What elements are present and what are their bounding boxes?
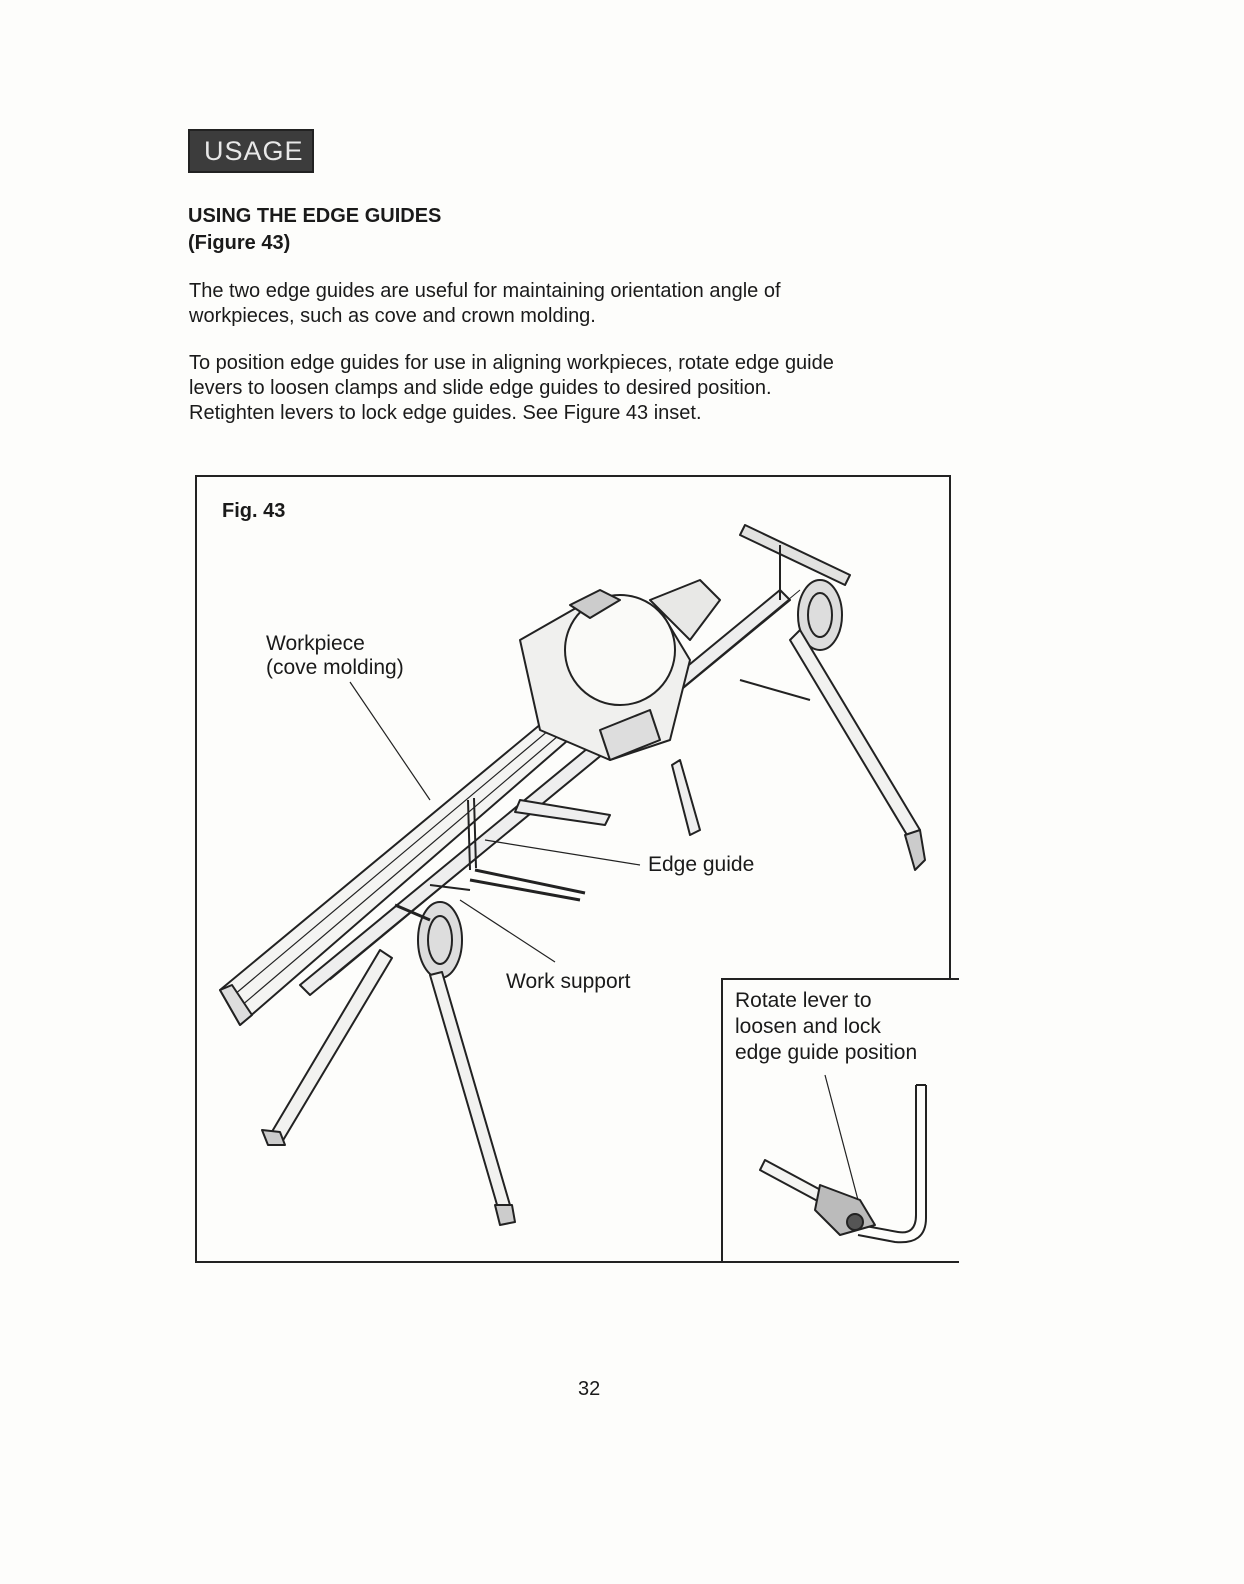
inset-line: loosen and lock: [735, 1015, 881, 1038]
paragraph-line: The two edge guides are useful for maintaining orientation angle of: [189, 280, 781, 302]
paragraph-line: workpieces, such as cove and crown molding.: [189, 305, 596, 327]
section-title: USING THE EDGE GUIDES: [188, 205, 442, 227]
inset-line: edge guide position: [735, 1041, 918, 1064]
paragraph-line: To position edge guides for use in aligning workpieces, rotate edge guide: [189, 352, 834, 374]
figure-reference: (Figure 43): [188, 232, 291, 254]
paragraph-line: Retighten levers to lock edge guides. See Figure 43 inset.: [189, 402, 702, 424]
figure-label: Fig. 43: [222, 500, 286, 522]
callout-line: Workpiece: [266, 632, 365, 655]
callout-line: (cove molding): [266, 656, 404, 679]
inset-line: Rotate lever to: [735, 989, 872, 1012]
callout-work-support: Work support: [506, 970, 631, 993]
usage-section-tab: USAGE: [188, 129, 314, 173]
page-number: 32: [578, 1378, 601, 1400]
paragraph-line: levers to loosen clamps and slide edge guides to desired position.: [189, 377, 772, 399]
callout-edge-guide: Edge guide: [648, 853, 755, 876]
